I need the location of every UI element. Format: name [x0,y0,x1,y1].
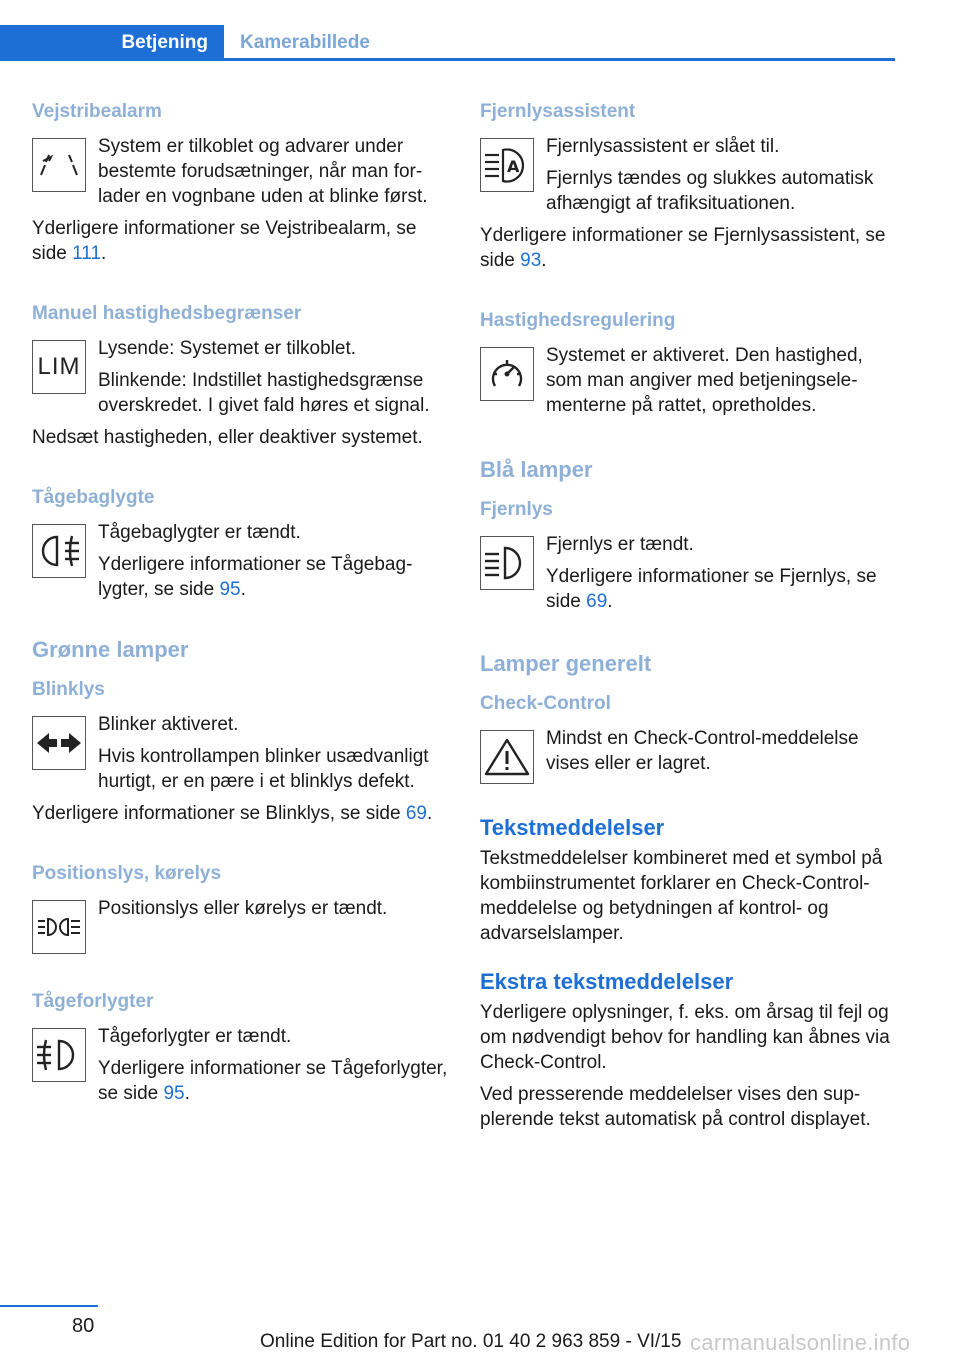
section-check-control [480,692,900,784]
turn-signal-text-1: Blinker aktiveret. [98,714,239,735]
front-fog-text-2: Yderligere informationer se Tågeforlygter, se side 95. [98,1058,448,1104]
cruise-control-icon [480,347,534,401]
page-link-69b[interactable]: 69 [586,591,608,612]
heading-high-beam-assistant: Fjernlysassistent [480,101,636,122]
high-beam-text-1: Fjernlys er tændt. [546,534,694,555]
high-beam-icon [480,536,534,590]
hba-text-1: Fjernlysassistent er slået til. [546,136,780,157]
tab-kamerabillede[interactable]: Kamerabillede [240,32,370,53]
svg-text:A: A [507,157,520,176]
tab-betjening[interactable]: Betjening [0,25,224,61]
page-number-rule [0,1305,98,1307]
section-front-fog [32,990,452,1106]
header-divider [0,58,895,61]
heading-text-messages: Tekstmeddelelser [480,815,665,840]
check-control-text: Mindst en Check-Control-meddelelse vises eller er lagret. [546,728,859,774]
page-link-111[interactable]: 111 [72,243,102,264]
right-column [480,100,900,1132]
section-high-beam [480,498,900,614]
cruise-text: Systemet er aktiveret. Den hastighed, som man angiver med betjeningselementerne på rattet, opretholdes. [546,345,863,416]
heading-speed-limiter: Manuel hastighedsbegrænser [32,303,302,324]
lim-text-1: Lysende: Systemet er tilkoblet. [98,338,357,359]
high-beam-assistant-icon [480,138,534,192]
page-link-95b[interactable]: 95 [163,1083,185,1104]
section-extra-text-messages [480,968,900,1132]
section-lane-departure [32,100,452,266]
lane-departure-ref: Yderligere informationer se Vejstribealarm, se side 111. [32,218,417,264]
extra-messages-body-2: Ved presserende meddelelser vises den supplerende tekst automatisk på control displayet. [480,1084,871,1130]
section-turn-signal [32,678,452,826]
heading-turn-signal: Blinklys [32,679,105,700]
position-lights-icon [32,900,86,954]
heading-high-beam: Fjernlys [480,499,553,520]
text-messages-body: Tekstmeddelelser kombineret med et symbol på kombiinstrumentet forklarer en Check-Control-meddelelse og betydningen af kontrol- og advarselslamper. [480,848,883,944]
heading-check-control: Check-Control [480,693,611,714]
rear-fog-text-1: Tågebaglygter er tændt. [98,522,301,543]
section-position-lights [32,862,452,954]
extra-messages-body-1: Yderligere oplysninger, f. eks. om årsag til fejl og om nødvendigt behov for handling kan åbnes via Check-Control. [480,1002,890,1073]
warning-triangle-icon [480,730,534,784]
lim-text-2: Blinkende: Indstillet hastighedsgrænse overskredet. I givet fald høres et signal. [98,370,430,416]
watermark: carmanualsonline.info [690,1330,911,1355]
lane-departure-icon [32,138,86,192]
page-link-95[interactable]: 95 [219,579,241,600]
heading-general-lamps: Lamper generelt [480,651,652,676]
section-rear-fog [32,486,452,602]
section-high-beam-assistant [480,100,900,273]
heading-green-lamps: Grønne lamper [32,637,189,662]
heading-blue-lamps: Blå lamper [480,457,593,482]
heading-lane-departure: Vejstribealarm [32,101,162,122]
front-fog-text-1: Tågeforlygter er tændt. [98,1026,292,1047]
heading-front-fog: Tågeforlygter [32,991,154,1012]
section-text-messages [480,814,900,946]
heading-cruise-control: Hastighedsregulering [480,310,676,331]
page-link-93[interactable]: 93 [520,250,542,271]
lane-departure-text: System er tilkoblet og advarer under bestemte forudsætninger, når man forlader en vognbane uden at blinke først. [98,136,428,207]
heading-position-lights: Positionslys, kørelys [32,863,222,884]
section-speed-limiter [32,302,452,450]
heading-rear-fog: Tågebaglygte [32,487,155,508]
turn-signal-ref: Yderligere informationer se Blinklys, se side 69. [32,803,433,824]
heading-extra-text-messages: Ekstra tekstmeddelelser [480,969,734,994]
section-cruise-control [480,309,900,418]
edition-footer: Online Edition for Part no. 01 40 2 963 859 - VI/15 [260,1331,682,1352]
turn-signal-text-2: Hvis kontrollampen blinker usædvanligt hurtigt, er en pære i et blinklys defekt. [98,746,429,792]
front-fog-light-icon [32,1028,86,1082]
turn-signal-icon [32,716,86,770]
lim-text-3: Nedsæt hastigheden, eller deaktiver systemet. [32,427,423,448]
page-number: 80 [72,1315,95,1337]
high-beam-text-2: Yderligere informationer se Fjernlys, se side 69. [546,566,877,612]
header-tabs [0,25,895,61]
left-column [32,100,452,1106]
hba-text-2: Fjernlys tændes og slukkes automatisk afhængigt af trafiksituationen. [546,168,874,214]
position-lights-text: Positionslys eller kørelys er tændt. [98,898,388,919]
hba-ref: Yderligere informationer se Fjernlysassistent, se side 93. [480,225,886,271]
lim-icon: LIM [32,340,86,394]
page-link-69[interactable]: 69 [405,803,427,824]
rear-fog-text-2: Yderligere informationer se Tågebaglygter, se side 95. [98,554,413,600]
rear-fog-light-icon [32,524,86,578]
